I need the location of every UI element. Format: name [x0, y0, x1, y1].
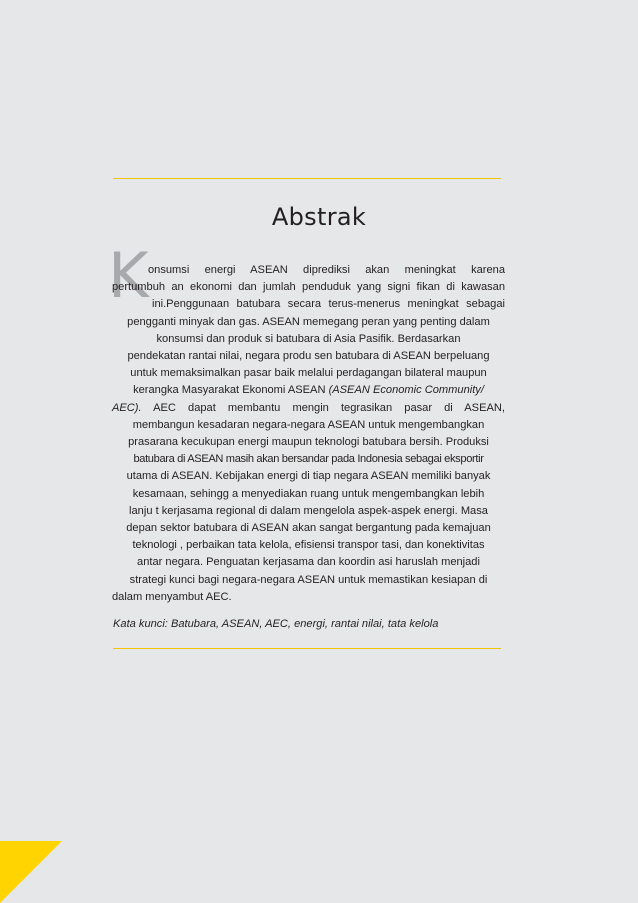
abstract-italic-text: (ASEAN Economic Community/: [328, 384, 484, 397]
abstract-line: depan sektor batubara di ASEAN akan sangat bergantung pada kemajuan: [126, 522, 491, 535]
abstract-line: pendekatan rantai nilai, negara produ sen batubara di ASEAN berpeluang: [127, 350, 490, 363]
top-rule: [113, 178, 501, 179]
abstract-line: [112, 400, 505, 417]
abstract-text: kerangka Masyarakat Ekonomi ASEAN: [133, 384, 326, 397]
drop-cap: K: [108, 239, 149, 312]
abstract-text: AEC dapat membantu mengin tegrasikan pasar di ASEAN,: [153, 401, 505, 414]
abstract-line: onsumsi energi ASEAN diprediksi akan meningkat karena: [148, 264, 505, 276]
abstract-line: prasarana kecukupan energi maupun teknologi batubara bersih. Produksi: [128, 436, 489, 449]
abstract-line: pengganti minyak dan gas. ASEAN memegang peran yang penting dalam: [127, 315, 490, 328]
abstract-line: untuk memaksimalkan pasar baik melalui perdagangan bilateral maupun: [130, 367, 487, 380]
abstract-line: membangun kesadaran negara-negara ASEAN untuk mengembangkan: [132, 418, 485, 431]
keywords: Kata kunci: Batubara, ASEAN, AEC, energi, rantai nilai, tata kelola: [113, 618, 439, 630]
page-title: Abstrak: [271, 203, 367, 231]
corner-accent: [0, 841, 62, 903]
abstract-italic-text: AEC).: [112, 401, 142, 414]
abstract-line: batubara di ASEAN masih akan bersandar pada Indonesia sebagai eksportir: [133, 453, 484, 466]
abstract-line: [112, 382, 505, 399]
abstract-line: antar negara. Penguatan kerjasama dan koordin asi haruslah menjadi: [137, 556, 480, 569]
abstract-line: teknologi , perbaikan tata kelola, efisiensi transpor tasi, dan konektivitas: [132, 539, 485, 552]
abstract-line: lanju t kerjasama regional di dalam mengelola aspek-aspek energi. Masa: [129, 504, 488, 517]
abstract-body: [112, 262, 505, 606]
abstract-line: konsumsi dan produk si batubara di Asia Pasifik. Berdasarkan: [156, 332, 461, 345]
abstract-line: ini.Penggunaan batubara secara terus-menerus meningkat sebagai: [152, 298, 505, 311]
bottom-rule: [113, 648, 501, 649]
abstract-line: strategi kunci bagi negara-negara ASEAN untuk memastikan kesiapan di: [129, 573, 488, 586]
abstract-line: pertumbuh an ekonomi dan jumlah penduduk yang signi fikan di kawasan: [112, 281, 505, 294]
abstract-line: kesamaan, sehingg a menyediakan ruang untuk mengembangkan lebih: [132, 487, 485, 500]
abstract-line: utama di ASEAN. Kebijakan energi di tiap negara ASEAN memiliki banyak: [126, 470, 491, 483]
abstract-line: dalam menyambut AEC.: [112, 590, 232, 603]
